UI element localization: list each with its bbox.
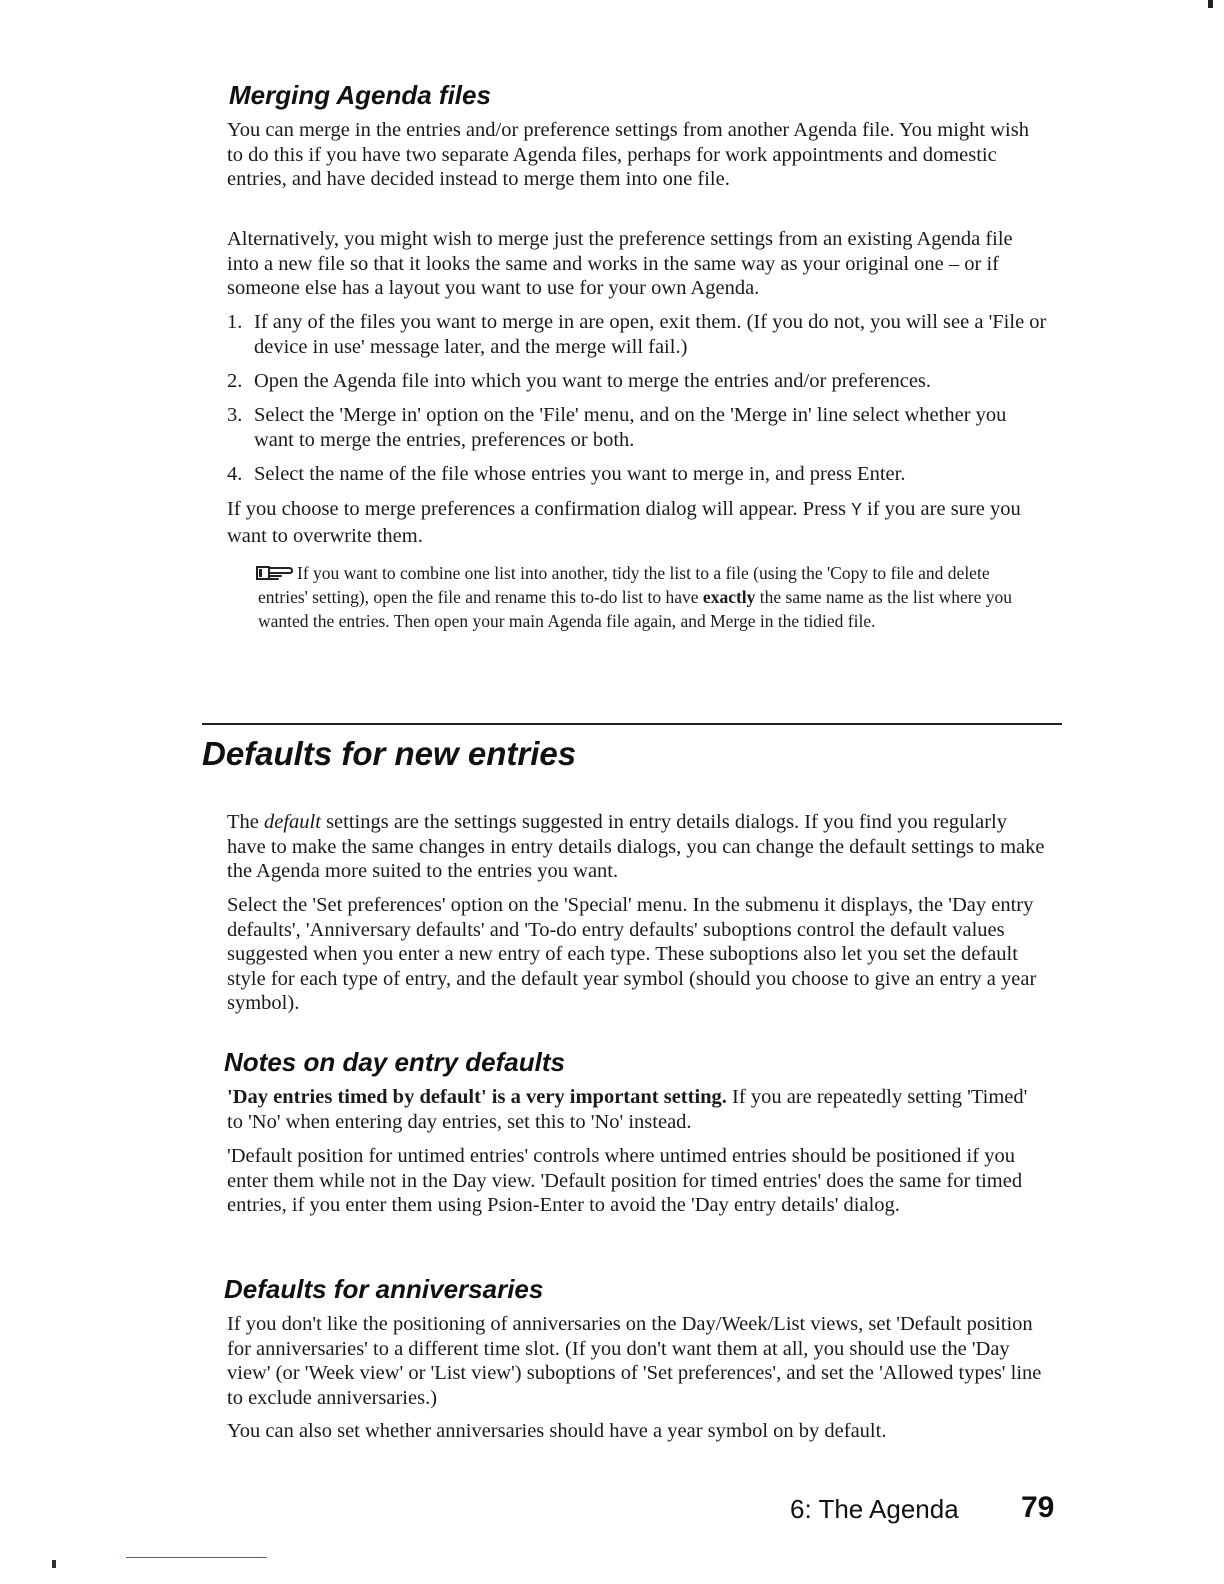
step-number: 2. — [227, 370, 243, 392]
heading-notes-on-day-entry-defaults: Notes on day entry defaults — [224, 1047, 565, 1077]
defaults-paragraph-2: Select the 'Set preferences' option on the 'Special' menu. In the submenu it displays, the 'Day entry defaults', 'Anniversary defaults' and 'To-do entry defaults' suboptions control the default values suggested when you enter a new entry of each type. These suboptions also let you set the default style for each type of entry, and the default year symbol (should you choose to give an entry a year symbol). — [227, 894, 1037, 1014]
heading-merging-agenda-files: Merging Agenda files — [229, 80, 491, 110]
note-bold-word: exactly — [702, 587, 756, 607]
step-text: Select the 'Merge in' option on the 'File' menu, and on the 'Merge in' line select whether you want to merge the entries, preferences or both. — [254, 404, 1007, 451]
day-paragraph-1 — [227, 1085, 1047, 1134]
note-text — [258, 561, 1038, 633]
pointing-hand-icon — [256, 563, 294, 581]
anniversary-paragraph-2: You can also set whether anniversaries should have a year symbol on by default. — [227, 1420, 887, 1442]
step-text: Open the Agenda file into which you want to merge the entries and/or preferences. — [254, 370, 932, 392]
defaults-p1-after: settings are the settings suggested in entry details dialogs. If you find you regularly have to make the same changes in entry details dialogs, you can change the default settings to make the Agenda more suited to the entries you want. — [227, 811, 1045, 882]
heading-defaults-for-new-entries: Defaults for new entries — [202, 735, 577, 772]
edge-mark — [1208, 0, 1213, 8]
confirm-key: Y — [851, 501, 862, 521]
merge-step-1 — [227, 310, 1047, 359]
footer-chapter-title: 6: The Agenda — [790, 1494, 959, 1524]
day-paragraph-2: 'Default position for untimed entries' controls where untimed entries should be positioned if you enter them while not in the Day view. 'Default position for timed entries' does the same for timed entries, if you enter them using Psion-Enter to avoid the 'Day entry details' dialog. — [227, 1145, 1023, 1216]
corner-mark — [52, 1560, 56, 1568]
defaults-p1-italic: default — [264, 811, 321, 833]
step-text: Select the name of the file whose entries you want to merge in, and press Enter. — [254, 463, 906, 485]
merge-step-3 — [227, 403, 1047, 452]
merge-confirm-paragraph — [227, 497, 1047, 548]
merge-step-2 — [227, 369, 1047, 394]
defaults-p1-before: The — [227, 811, 264, 833]
confirm-text-before: If you choose to merge preferences a confirmation dialog will appear. Press — [227, 498, 852, 520]
step-number: 4. — [227, 463, 243, 485]
anniversary-paragraph-1: If you don't like the positioning of anniversaries on the Day/Week/List views, set 'Default position for anniversaries' to a different time slot. (If you don't want them at all, you should use the 'Day view' (or 'Week view' or 'List view') suboptions of 'Set preferences', and set the 'Allowed types' line to exclude anniversaries.) — [227, 1313, 1042, 1409]
defaults-paragraph-1 — [227, 810, 1047, 884]
step-number: 3. — [227, 404, 243, 426]
note-text-part-2: the same name as the list where you wanted the entries. Then open your main Agenda file again, and Merge in the tidied file. — [258, 587, 1012, 631]
heading-defaults-for-anniversaries: Defaults for anniversaries — [224, 1274, 544, 1304]
merge-paragraph-2: Alternatively, you might wish to merge just the preference settings from an existing Agenda file into a new file so that it looks the same and works in the same way as your original one – or if someone else has a layout you want to use for your own Agenda. — [227, 228, 1013, 299]
day-p1-rest: If you are repeatedly setting 'Timed' to 'No' when entering day entries, set this to 'No' instead. — [227, 1086, 1028, 1133]
footer-page-number: 79 — [1021, 1491, 1055, 1524]
step-number: 1. — [227, 311, 243, 333]
note-text-part-1: If you want to combine one list into another, tidy the list to a file (using the 'Copy to file and delete entries' setting), open the file and rename this to-do list to have — [258, 563, 990, 607]
day-p1-bold: 'Day entries timed by default' is a very important setting. — [227, 1086, 727, 1108]
confirm-text-after: if you are sure you want to overwrite them. — [227, 498, 1021, 547]
merge-paragraph-1: You can merge in the entries and/or preference settings from another Agenda file. You might wish to do this if you have two separate Agenda files, perhaps for work appointments and domestic entries, and have decided instead to merge them into one file. — [227, 119, 1029, 190]
merge-step-4 — [227, 462, 1047, 487]
bottom-line — [126, 1557, 267, 1558]
step-text: If any of the files you want to merge in are open, exit them. (If you do not, you will see a 'File or device in use' message later, and the merge will fail.) — [254, 311, 1047, 358]
section-divider — [202, 723, 1062, 725]
merge-note — [258, 561, 1038, 633]
